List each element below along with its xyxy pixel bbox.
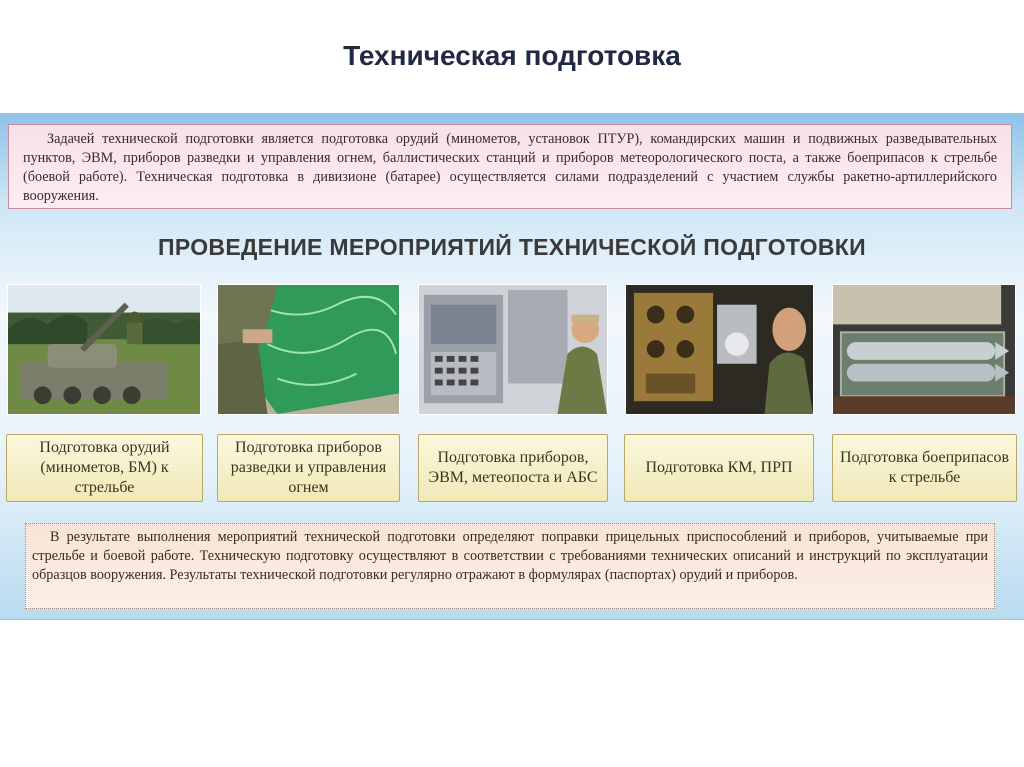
photo-self-propelled-gun [7,284,201,415]
caption-computers-meteo: Подготовка приборов, ЭВМ, метеопоста и АБС [418,434,608,502]
section-heading: ПРОВЕДЕНИЕ МЕРОПРИЯТИЙ ТЕХНИЧЕСКОЙ ПОДГОТОВКИ [158,234,866,260]
photo-instruments [418,284,608,415]
caption-km-prp: Подготовка КМ, ПРП [624,434,814,502]
photo-ammunition [832,284,1016,415]
intro-text: Задачей технической подготовки является подготовка орудий (минометов, установок ПТУР), командирских машин и подвижных разведывательных пунктов, ЭВМ, приборов разведки и управления огнем, баллистических станций и приборов метеорологического поста, а также боеприпасов к стрельбе (боевой работе). Техническая подготовка в дивизионе (батарее) осуществляется силами подразделений с участием службы ракетно-артиллерийского вооружения. [8,124,1012,209]
poster [0,113,1024,620]
result-text: В результате выполнения мероприятий технической подготовки определяют поправки прицельных приспособлений и приборов, учитываемые при стрельбе и боевой работе. Техническую подготовку осуществляют в соответствии с требованиями технических описаний и инструкций по эксплуатации образцов вооружения. Результаты технической подготовки регулярно отражают в формулярах (паспортах) орудий и приборов. [25,523,995,609]
photo-map-work [217,284,400,415]
slide-title: Техническая подготовка [343,40,681,71]
photo-command-vehicle-equipment [625,284,814,415]
caption-ammunition: Подготовка боеприпасов к стрельбе [832,434,1017,502]
caption-guns: Подготовка орудий (минометов, БМ) к стрельбе [6,434,203,502]
caption-reconnaissance-devices: Подготовка приборов разведки и управления огнем [217,434,400,502]
